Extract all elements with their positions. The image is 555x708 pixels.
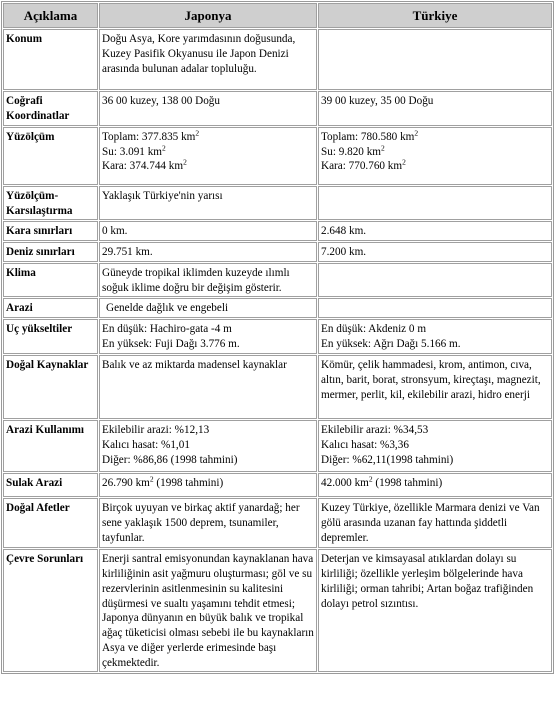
row-dogal-afetler bbox=[3, 498, 552, 548]
japan-value: Yaklaşık Türkiye'nin yarısı bbox=[102, 189, 223, 202]
turkey-value: 2.648 km. bbox=[321, 225, 367, 238]
japan-cell bbox=[99, 498, 317, 548]
turkey-cell bbox=[318, 127, 552, 185]
turkey-value: Kara: 770.760 $km^2$ bbox=[321, 157, 406, 173]
row-kara-sinirlari bbox=[3, 221, 552, 241]
turkey-cell bbox=[318, 498, 552, 548]
japan-cell bbox=[99, 127, 317, 185]
header-turkiye: Türkiye bbox=[318, 3, 552, 28]
turkey-cell bbox=[318, 91, 552, 126]
header-aciklama: Açıklama bbox=[3, 3, 98, 28]
row-label: Doğal Afetler bbox=[3, 498, 98, 548]
japan-value: Su: 3.091 $km^2$ bbox=[102, 142, 166, 158]
row-label: Yüzölçüm-Karsılaştırma bbox=[3, 186, 98, 221]
turkey-value: 7.200 km. bbox=[321, 246, 367, 259]
japan-cell bbox=[99, 29, 317, 90]
japan-cell bbox=[99, 263, 317, 298]
turkey-value: Ekilebilir arazi: %34,53 bbox=[321, 424, 429, 437]
row-label: Arazi Kullanımı bbox=[3, 420, 98, 472]
superscript-2: 2 bbox=[183, 157, 187, 167]
japan-value: En yüksek: Fuji Dağı 3.776 m. bbox=[102, 337, 240, 350]
turkey-cell bbox=[318, 549, 552, 672]
japan-cell bbox=[99, 298, 317, 318]
turkey-value: En yüksek: Ağrı Dağı 5.166 m. bbox=[321, 337, 461, 350]
superscript-2: 2 bbox=[402, 157, 406, 167]
japan-cell bbox=[99, 355, 317, 419]
header-japonya: Japonya bbox=[99, 3, 317, 28]
row-label: Yüzölçüm bbox=[3, 127, 98, 185]
turkey-value: Deterjan ve kimsayasal atıklardan dolayı su kirliliği; özellikle yerleşim bölgelerinde hava kirliliği; orman tahribi; Artan boğaz trafiğinden dolayı petrol sızıntısı. bbox=[321, 553, 534, 610]
turkey-cell bbox=[318, 186, 552, 221]
japan-value: Balık ve az miktarda madensel kaynaklar bbox=[102, 359, 287, 372]
superscript-2: 2 bbox=[414, 127, 419, 137]
japan-value: 29.751 km. bbox=[102, 246, 153, 259]
comparison-table bbox=[1, 1, 554, 674]
japan-value: Kalıcı hasat: %1,01 bbox=[102, 438, 190, 451]
japan-cell bbox=[99, 242, 317, 262]
superscript-2: 2 bbox=[381, 142, 385, 152]
japan-cell bbox=[99, 221, 317, 241]
row-label: Uç yükseltiler bbox=[3, 319, 98, 354]
row-label: Konum bbox=[3, 29, 98, 90]
row-label: Arazi bbox=[3, 298, 98, 318]
turkey-value: Su: 9.820 $km^2$ bbox=[321, 142, 385, 158]
turkey-cell bbox=[318, 355, 552, 419]
row-label: Coğrafi Koordinatlar bbox=[3, 91, 98, 126]
japan-value: Toplam: 377.835 $km^2$ bbox=[102, 127, 200, 143]
turkey-value: Toplam: 780.580 $km^2$ bbox=[321, 127, 419, 143]
turkey-cell bbox=[318, 221, 552, 241]
row-label: Klima bbox=[3, 263, 98, 298]
turkey-value: Kalıcı hasat: %3,36 bbox=[321, 438, 409, 451]
japan-cell bbox=[99, 549, 317, 672]
turkey-value: Kömür, çelik hammadesi, krom, antimon, cıva, altın, barit, borat, stronsyum, kireçtaşı, magnezit, mermer, perlit, kil, ekilebilir arazi, hidro enerji bbox=[321, 359, 541, 401]
japan-value: Ekilebilir arazi: %12,13 bbox=[102, 424, 210, 437]
row-yuzolcum bbox=[3, 127, 552, 185]
turkey-value: 39 00 kuzey, 35 00 Doğu bbox=[321, 95, 434, 108]
row-uc-yukseltiler bbox=[3, 319, 552, 354]
japan-cell bbox=[99, 473, 317, 497]
row-label: Çevre Sorunları bbox=[3, 549, 98, 672]
japan-value: Kara: 374.744 $km^2$ bbox=[102, 157, 187, 173]
row-klima bbox=[3, 263, 552, 298]
japan-value: En düşük: Hachiro-gata -4 m bbox=[102, 323, 232, 336]
superscript-2: 2 bbox=[368, 474, 373, 484]
japan-cell bbox=[99, 420, 317, 472]
japan-cell bbox=[99, 91, 317, 126]
japan-value: 26.790 $km^2$ (1998 tahmini) bbox=[102, 474, 224, 490]
turkey-cell bbox=[318, 473, 552, 497]
row-deniz-sinirlari bbox=[3, 242, 552, 262]
turkey-cell bbox=[318, 29, 552, 90]
turkey-cell bbox=[318, 298, 552, 318]
japan-value: Genelde dağlık ve engebeli bbox=[106, 302, 229, 315]
row-label: Doğal Kaynaklar bbox=[3, 355, 98, 419]
japan-cell bbox=[99, 319, 317, 354]
turkey-cell bbox=[318, 319, 552, 354]
japan-value: Enerji santral emisyonundan kaynaklanan hava kirliliğinin asit yağmuru oluşturması; göl ve su rezervlerinin asitlenmesinin su kalitesini düşürmesi ve sualtı yaşamını tehdit etmesi; Japonya dünyanın en büyük balık ve tropikal ağaç tüketicisi olması sebebi ile bu kaynakların Asya ve diğer yerlerde erimesinde başı çekmektedir. bbox=[102, 553, 314, 669]
superscript-2: 2 bbox=[195, 127, 200, 137]
turkey-value: 42.000 $km^2$ (1998 tahmini) bbox=[321, 474, 443, 490]
row-label: Deniz sınırları bbox=[3, 242, 98, 262]
japan-cell bbox=[99, 186, 317, 221]
turkey-value: En düşük: Akdeniz 0 m bbox=[321, 323, 427, 336]
row-yuzolcum-karsilastirma bbox=[3, 186, 552, 221]
header-row bbox=[3, 3, 552, 28]
turkey-cell bbox=[318, 263, 552, 298]
japan-value: Birçok uyuyan ve birkaç aktif yanardağ; her sene yaklaşık 1500 deprem, tsunamiler, tayfunlar. bbox=[102, 502, 300, 544]
superscript-2: 2 bbox=[162, 142, 166, 152]
row-cografi-koordinatlar bbox=[3, 91, 552, 126]
row-label: Sulak Arazi bbox=[3, 473, 98, 497]
superscript-2: 2 bbox=[149, 474, 154, 484]
turkey-cell bbox=[318, 242, 552, 262]
japan-value: Diğer: %86,86 (1998 tahmini) bbox=[102, 453, 238, 466]
row-cevre-sorunlari bbox=[3, 549, 552, 672]
row-konum bbox=[3, 29, 552, 90]
turkey-value: Diğer: %62,11(1998 tahmini) bbox=[321, 453, 454, 466]
turkey-value: Kuzey Türkiye, özellikle Marmara denizi ve Van gölü arasında uzanan fay hattında şiddetli depremler. bbox=[321, 502, 540, 544]
row-sulak-arazi bbox=[3, 473, 552, 497]
japan-value: Güneyde tropikal iklimden kuzeyde ılımlı soğuk iklime doğru bir değişim gösterir. bbox=[102, 266, 290, 294]
row-dogal-kaynaklar bbox=[3, 355, 552, 419]
row-arazi bbox=[3, 298, 552, 318]
turkey-cell bbox=[318, 420, 552, 472]
japan-value: 0 km. bbox=[102, 225, 128, 238]
japan-value: 36 00 kuzey, 138 00 Doğu bbox=[102, 95, 220, 108]
row-label: Kara sınırları bbox=[3, 221, 98, 241]
japan-value: Doğu Asya, Kore yarımdasının doğusunda, Kuzey Pasifik Okyanusu ile Japon Denizi arasında bulunan adalar topluluğu. bbox=[102, 33, 296, 75]
row-arazi-kullanimi bbox=[3, 420, 552, 472]
